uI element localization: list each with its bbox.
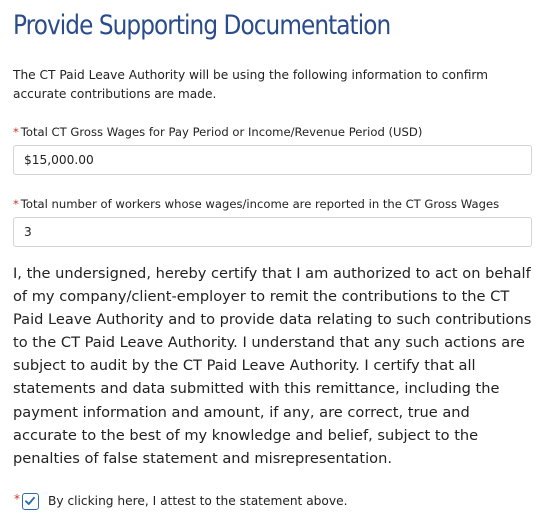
intro-text: The CT Paid Leave Authority will be using the following information to confirm accurate contributions are made. bbox=[13, 68, 489, 101]
attest-checkbox[interactable] bbox=[22, 493, 39, 510]
certification-statement: I, the undersigned, hereby certify that I am authorized to act on behalf of my company/client-employer to remit the contributions to the CT Paid Leave Authority and to provide data relating to such contributions to the CT Paid Leave Authority. I understand that any such actions are subject to audit by the CT Paid Leave Authority. I certify that all statements and data submitted with this remittance, including the payment information and amount, if any, are correct, true and accurate to the best of my knowledge and belief, subject to the penalties of false statement and misrepresentation. bbox=[13, 265, 532, 467]
gross-wages-label-text: Total CT Gross Wages for Pay Period or Income/Revenue Period (USD) bbox=[20, 125, 423, 139]
required-marker: * bbox=[14, 492, 20, 506]
attest-label[interactable]: By clicking here, I attest to the statement above. bbox=[48, 494, 348, 508]
required-marker: * bbox=[13, 197, 19, 211]
worker-count-label-text: Total number of workers whose wages/income are reported in the CT Gross Wages bbox=[20, 197, 500, 211]
required-marker: * bbox=[13, 125, 19, 139]
gross-wages-input[interactable] bbox=[13, 145, 532, 175]
attest-row bbox=[13, 492, 533, 512]
gross-wages-label bbox=[13, 125, 422, 139]
page-title: Provide Supporting Documentation bbox=[13, 10, 391, 41]
worker-count-input[interactable] bbox=[13, 217, 532, 247]
worker-count-label bbox=[13, 197, 499, 211]
checkmark-icon bbox=[24, 495, 36, 507]
